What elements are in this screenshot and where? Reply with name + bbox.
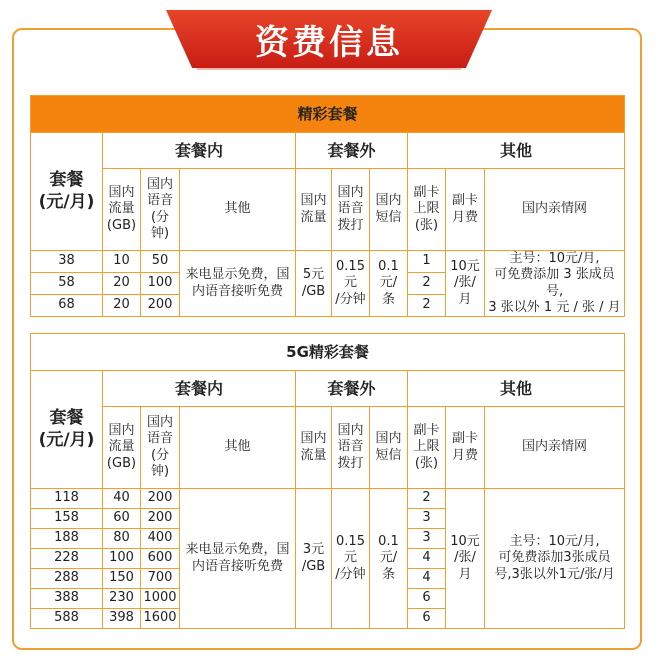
header-out-data: 国内 流量 [296,169,332,251]
row-price: 58 [31,273,103,295]
row-voice: 700 [141,569,180,589]
header-in-other: 其他 [180,407,296,489]
row-voice: 1000 [141,589,180,609]
page-title: 资费信息 [255,22,403,63]
group-extra: 套餐外 [296,371,408,407]
row-voice: 400 [141,529,180,549]
row-data: 100 [103,549,141,569]
header-family: 国内亲情网 [485,407,625,489]
title-ribbon [166,10,492,68]
row-voice: 1600 [141,609,180,629]
sub-fee: 10元 /张/ 月 [446,251,485,317]
row-sub-limit: 4 [408,569,446,589]
row-sub-limit: 6 [408,589,446,609]
row-data: 40 [103,489,141,509]
header-data: 国内 流量 (GB) [103,169,141,251]
plan-price-header: 套餐 (元/月) [31,371,103,489]
row-data: 20 [103,295,141,317]
group-extra: 套餐外 [296,133,408,169]
row-voice: 200 [141,489,180,509]
family-note: 主号：10元/月, 可免费添加 3 张成员号, 3 张以外 1 元 / 张 / 月 [485,251,625,317]
header-sub-limit: 副卡 上限 (张) [408,407,446,489]
row-sub-limit: 3 [408,509,446,529]
header-in-other: 其他 [180,169,296,251]
header-out-voice: 国内 语音 拨打 [332,169,370,251]
row-data: 230 [103,589,141,609]
out-voice-rate: 0.15 元 /分钟 [332,251,370,317]
plan-price-header: 套餐 (元/月) [31,133,103,251]
in-other-note: 来电显示免费，国 内语音接听免费 [180,489,296,629]
in-other-note: 来电显示免费，国 内语音接听免费 [180,251,296,317]
plan-banner: 5G精彩套餐 [31,334,625,371]
row-data: 20 [103,273,141,295]
group-included: 套餐内 [103,371,296,407]
out-voice-rate: 0.15 元 /分钟 [332,489,370,629]
row-sub-limit: 2 [408,273,446,295]
row-voice: 600 [141,549,180,569]
row-price: 118 [31,489,103,509]
header-out-sms: 国内 短信 [370,407,408,489]
row-data: 398 [103,609,141,629]
out-data-rate: 3元 /GB [296,489,332,629]
row-sub-limit: 2 [408,489,446,509]
header-voice: 国内 语音 (分钟) [141,169,180,251]
group-other: 其他 [408,371,625,407]
row-voice: 200 [141,295,180,317]
header-sub-fee: 副卡 月费 [446,407,485,489]
row-price: 38 [31,251,103,273]
row-data: 150 [103,569,141,589]
row-voice: 100 [141,273,180,295]
row-sub-limit: 3 [408,529,446,549]
group-included: 套餐内 [103,133,296,169]
header-sub-limit: 副卡 上限 (张) [408,169,446,251]
group-other: 其他 [408,133,625,169]
row-data: 80 [103,529,141,549]
out-sms-rate: 0.1 元/ 条 [370,251,408,317]
row-price: 288 [31,569,103,589]
row-sub-limit: 6 [408,609,446,629]
row-sub-limit: 4 [408,549,446,569]
header-data: 国内 流量 (GB) [103,407,141,489]
row-voice: 200 [141,509,180,529]
family-note: 主号：10元/月, 可免费添加3张成员 号,3张以外1元/张/月 [485,489,625,629]
row-sub-limit: 1 [408,251,446,273]
sub-fee: 10元 /张/ 月 [446,489,485,629]
row-data: 10 [103,251,141,273]
header-family: 国内亲情网 [485,169,625,251]
plan-banner: 精彩套餐 [31,96,625,133]
row-voice: 50 [141,251,180,273]
row-price: 388 [31,589,103,609]
plan-table-5g [30,333,625,629]
row-data: 60 [103,509,141,529]
out-sms-rate: 0.1 元/ 条 [370,489,408,629]
header-out-voice: 国内 语音 拨打 [332,407,370,489]
row-sub-limit: 2 [408,295,446,317]
row-price: 588 [31,609,103,629]
row-price: 188 [31,529,103,549]
row-price: 158 [31,509,103,529]
out-data-rate: 5元 /GB [296,251,332,317]
plan-table-standard [30,95,625,317]
header-sub-fee: 副卡 月费 [446,169,485,251]
row-price: 68 [31,295,103,317]
row-price: 228 [31,549,103,569]
header-voice: 国内 语音 (分钟) [141,407,180,489]
header-out-sms: 国内 短信 [370,169,408,251]
header-out-data: 国内 流量 [296,407,332,489]
